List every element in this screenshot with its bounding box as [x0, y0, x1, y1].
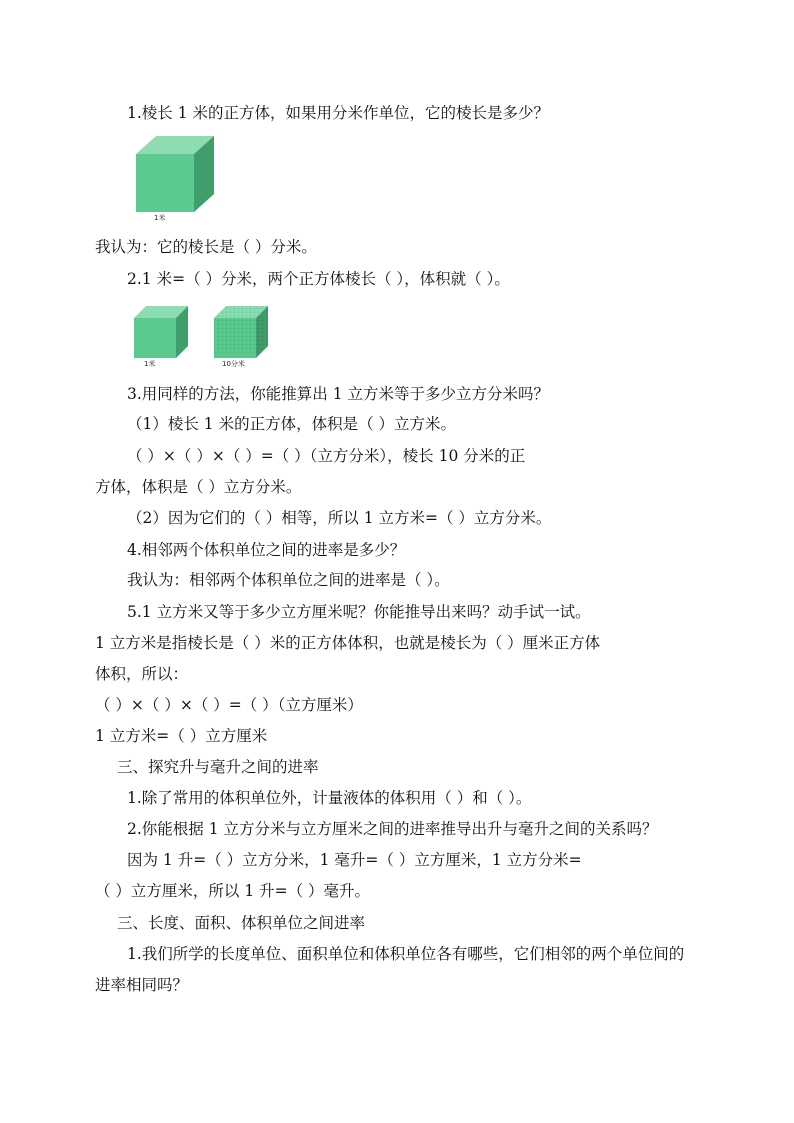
question-3-calculation-continued: 方体，体积是（ ）立方分米。 [95, 478, 302, 496]
grid-cube-figure [210, 304, 274, 370]
question-4-answer: 我认为：相邻两个体积单位之间的进率是（ ）。 [127, 571, 450, 589]
section-4-question-1: 1.我们所学的长度单位、面积单位和体积单位各有哪些，它们相邻的两个单位间的 [127, 945, 685, 963]
question-3: 3.用同样的方法，你能推算出 1 立方米等于多少立方分米吗？ [127, 385, 550, 403]
section-heading-units: 三、长度、面积、体积单位之间进率 [117, 914, 366, 932]
question-1-answer: 我认为：它的棱长是（ ）分米。 [95, 238, 317, 256]
cube-caption: 1米 [154, 214, 166, 222]
section-3-question-2-answer-continued: （ ）立方厘米，所以 1 升=（ ）毫升。 [95, 882, 371, 900]
section-3-question-2-answer: 因为 1 升=（ ）立方分米，1 毫升=（ ）立方厘米，1 立方分米= [127, 851, 582, 869]
section-3-question-2: 2.你能根据 1 立方分米与立方厘米之间的进率推导出升与毫升之间的关系吗？ [127, 820, 658, 838]
cube-1m-figure [128, 134, 218, 224]
cube-small-figure [130, 304, 192, 370]
cube-caption: 10分米 [222, 360, 245, 368]
section-heading-liters: 三、探究升与毫升之间的进率 [117, 758, 319, 776]
question-3-part-2: （2）因为它们的（ ）相等，所以 1 立方米=（ ）立方分米。 [127, 509, 552, 527]
question-5-result: 1 立方米=（ ）立方厘米 [95, 727, 268, 745]
question-5-definition-continued: 体积，所以： [95, 665, 189, 683]
question-5-definition: 1 立方米是指棱长是（ ）米的正方体体积，也就是棱长为（ ）厘米正方体 [95, 634, 601, 652]
cube-caption: 1米 [144, 360, 156, 368]
section-4-question-1-continued: 进率相同吗？ [95, 976, 189, 994]
question-2: 2.1 米=（ ）分米，两个正方体棱长（ ），体积就（ ）。 [127, 270, 510, 288]
cube-front-face [136, 154, 194, 212]
question-3-calculation: （ ）×（ ）×（ ）=（ ）（立方分米），棱长 10 分米的正 [127, 447, 526, 465]
question-4: 4.相邻两个体积单位之间的进率是多少？ [127, 541, 406, 559]
question-5-calculation: （ ）×（ ）×（ ）=（ ）（立方厘米） [95, 696, 363, 714]
cube-front-face [134, 318, 176, 358]
section-3-question-1: 1.除了常用的体积单位外，计量液体的体积用（ ）和（ ）。 [127, 789, 532, 807]
question-3-part-1: （1）棱长 1 米的正方体，体积是（ ）立方米。 [127, 415, 457, 433]
question-5: 5.1 立方米又等于多少立方厘米呢？你能推导出来吗？动手试一试。 [127, 603, 591, 621]
cube-front-face [214, 318, 256, 358]
question-1: 1.棱长 1 米的正方体，如果用分米作单位，它的棱长是多少？ [127, 104, 550, 122]
